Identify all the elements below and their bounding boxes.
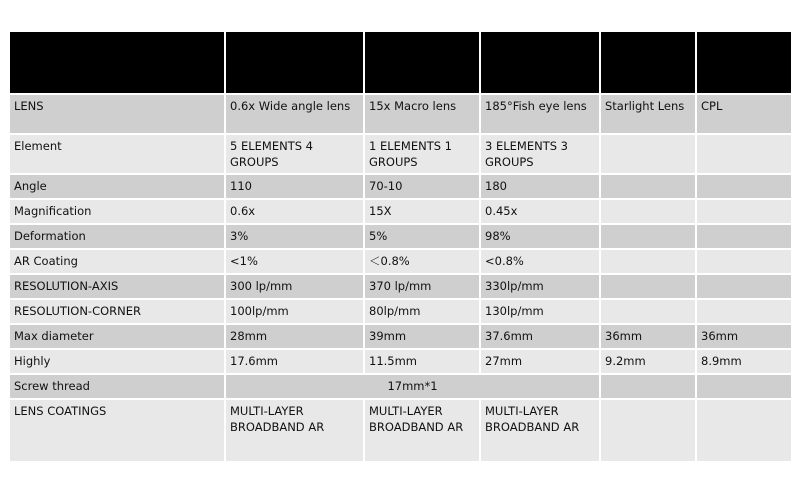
lens-name-macro: 15x Macro lens [364,94,480,134]
table-cell [696,174,792,199]
row-label: LENS [9,94,225,134]
table-cell: 28mm [225,324,364,349]
table-cell [696,274,792,299]
table-cell [600,134,696,174]
table-cell: 39mm [364,324,480,349]
table-cell: <1% [225,249,364,274]
table-cell [600,299,696,324]
table-cell: 100lp/mm [225,299,364,324]
table-cell [600,249,696,274]
table-cell: MULTI-LAYER BROADBAND AR [225,399,364,462]
table-cell: 37.6mm [480,324,600,349]
lens-name-wide-angle: 0.6x Wide angle lens [225,94,364,134]
table-cell [600,199,696,224]
table-cell: MULTI-LAYER BROADBAND AR [364,399,480,462]
row-ar-coating [9,249,792,274]
row-label: Element [9,134,225,174]
table-cell [696,134,792,174]
row-label: RESOLUTION-AXIS [9,274,225,299]
header-cell [480,31,600,94]
table-cell: 9.2mm [600,349,696,374]
table-cell: 1 ELEMENTS 1 GROUPS [364,134,480,174]
table-cell: 0.45x [480,199,600,224]
row-highly [9,349,792,374]
table-cell: 5% [364,224,480,249]
lens-spec-table [8,30,793,463]
table-cell: 300 lp/mm [225,274,364,299]
table-cell: 130lp/mm [480,299,600,324]
table-cell [600,224,696,249]
header-row [9,31,792,94]
row-lens [9,94,792,134]
lens-name-cpl: CPL [696,94,792,134]
table-cell: MULTI-LAYER BROADBAND AR [480,399,600,462]
table-cell [696,374,792,399]
table-cell: 3% [225,224,364,249]
row-label: Highly [9,349,225,374]
row-label: Deformation [9,224,225,249]
table-cell: 8.9mm [696,349,792,374]
table-cell: ＜0.8% [364,249,480,274]
row-angle [9,174,792,199]
row-resolution-axis [9,274,792,299]
table-cell: 36mm [696,324,792,349]
row-magnification [9,199,792,224]
table-cell [696,249,792,274]
table-cell: 27mm [480,349,600,374]
table-cell [600,174,696,199]
lens-name-starlight: Starlight Lens [600,94,696,134]
table-cell: 98% [480,224,600,249]
table-cell [696,299,792,324]
table-cell [600,374,696,399]
table-cell: <0.8% [480,249,600,274]
row-label: Max diameter [9,324,225,349]
header-cell [9,31,225,94]
screw-thread-value: 17mm*1 [225,374,600,399]
row-label: Angle [9,174,225,199]
table-cell: 70-10 [364,174,480,199]
table-cell [696,224,792,249]
table-cell [600,399,696,462]
header-cell [364,31,480,94]
row-max-diameter [9,324,792,349]
row-resolution-corner [9,299,792,324]
header-cell [225,31,364,94]
row-label: Magnification [9,199,225,224]
table-cell: 330lp/mm [480,274,600,299]
table-cell: 110 [225,174,364,199]
row-label: Screw thread [9,374,225,399]
table-cell: 3 ELEMENTS 3 GROUPS [480,134,600,174]
header-cell [600,31,696,94]
row-screw-thread [9,374,792,399]
lens-name-fish-eye: 185°Fish eye lens [480,94,600,134]
table-cell: 15X [364,199,480,224]
row-element [9,134,792,174]
row-lens-coatings [9,399,792,462]
table-cell: 17.6mm [225,349,364,374]
table-cell: 0.6x [225,199,364,224]
row-deformation [9,224,792,249]
table-cell: 180 [480,174,600,199]
header-cell [696,31,792,94]
table-cell [600,274,696,299]
table-cell [696,199,792,224]
table-cell: 5 ELEMENTS 4 GROUPS [225,134,364,174]
table-cell: 36mm [600,324,696,349]
row-label: AR Coating [9,249,225,274]
table-cell: 80lp/mm [364,299,480,324]
table-cell: 370 lp/mm [364,274,480,299]
row-label: LENS COATINGS [9,399,225,462]
row-label: RESOLUTION-CORNER [9,299,225,324]
table-cell [696,399,792,462]
table-cell: 11.5mm [364,349,480,374]
